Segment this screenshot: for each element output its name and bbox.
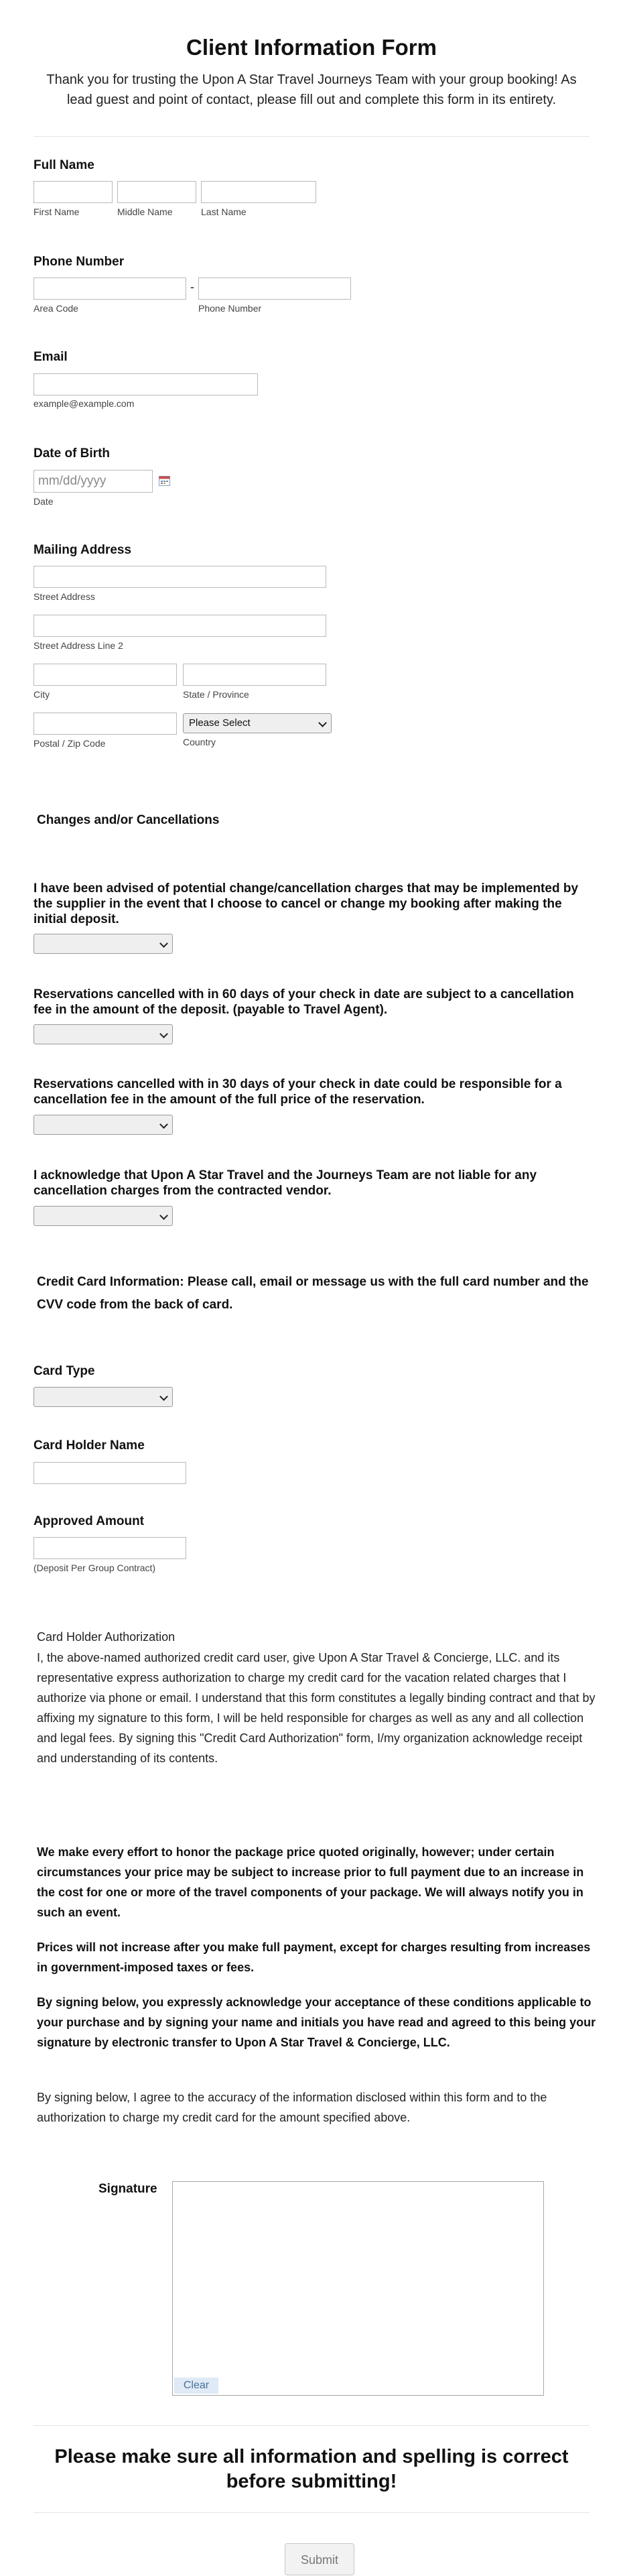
card-holder-name-input[interactable] [33, 1462, 186, 1484]
page-title: Client Information Form [186, 35, 437, 60]
card-type-select[interactable] [33, 1387, 173, 1407]
chevron-down-icon [159, 1030, 168, 1038]
signature-label: Signature [98, 2182, 157, 2196]
credit-card-info-heading: Credit Card Information: Please call, email or message us with the full card number and the CVV code from the back of card. [37, 1275, 589, 1312]
street-address-input[interactable] [33, 566, 326, 588]
question-60-days: Reservations cancelled with in 60 days of your check in date are subject to a cancellation fee in the amount of the deposit. (payable to Travel Agent). [33, 987, 574, 1017]
approved-amount-label: Approved Amount [33, 1514, 145, 1528]
clear-signature-button[interactable]: Clear [174, 2378, 218, 2394]
approved-amount-input[interactable] [33, 1537, 186, 1559]
chevron-down-icon [159, 939, 168, 948]
email-label: Email [33, 350, 68, 364]
change-charges-select[interactable] [33, 934, 173, 954]
area-code-sublabel: Area Code [33, 303, 78, 314]
email-hint: example@example.com [33, 398, 135, 409]
phone-label: Phone Number [33, 255, 125, 269]
card-holder-authorization-body: I, the above-named authorized credit card user, give Upon A Star Travel & Concierge, LLC. and its representative express authorization to charge my credit card for the vacation related charges that I authorize via phone or email. I understand that this form constitutes a legally binding contract and that by affixing my signature to this form, I will be held responsible for charges as well as any and all collection and legal fees. By signing this "Credit Card Authorization" form, I/my organization acknowledge receipt and understanding of its contents. [37, 1651, 596, 1765]
mailing-address-label: Mailing Address [33, 543, 132, 557]
chevron-down-icon [159, 1120, 168, 1129]
30-days-select[interactable] [33, 1115, 173, 1135]
approved-amount-hint: (Deposit Per Group Contract) [33, 1562, 156, 1573]
middle-name-sublabel: Middle Name [117, 206, 173, 217]
street-address-line2-input[interactable] [33, 615, 326, 637]
divider [33, 2425, 590, 2426]
card-holder-name-label: Card Holder Name [33, 1438, 145, 1453]
street-address-line2-sublabel: Street Address Line 2 [33, 640, 123, 651]
signature-pad[interactable] [172, 2181, 544, 2396]
divider [33, 2512, 590, 2513]
phone-number-input[interactable] [198, 278, 351, 300]
country-sublabel: Country [183, 737, 216, 747]
chevron-down-icon [318, 719, 327, 727]
dob-sublabel: Date [33, 496, 54, 507]
page-subtitle: Thank you for trusting the Upon A Star Travel Journeys Team with your group booking! As lead guest and point of contact, please fill out and complete this form in its entirety. [46, 72, 577, 107]
policy-paragraph-1: We make every effort to honor the package price quoted originally, however; under certain circumstances your price may be subject to increase prior to full payment due to an increase in the cost for one or more of the travel components of your package. We will always notify you in such an event. [37, 1845, 584, 1919]
last-name-sublabel: Last Name [201, 206, 247, 217]
first-name-sublabel: First Name [33, 206, 80, 217]
postal-code-sublabel: Postal / Zip Code [33, 738, 106, 749]
divider [33, 136, 590, 137]
chevron-down-icon [159, 1211, 168, 1220]
city-sublabel: City [33, 689, 50, 700]
question-change-charges: I have been advised of potential change/cancellation charges that may be implemented by the supplier in the event that I choose to cancel or change my booking after making the initial deposit. [33, 881, 579, 926]
card-holder-authorization-title: Card Holder Authorization [37, 1630, 176, 1644]
policy-paragraph-2: Prices will not increase after you make full payment, except for charges resulting from increases in government-imposed taxes or fees. [37, 1941, 591, 1974]
state-province-sublabel: State / Province [183, 689, 249, 700]
submit-button[interactable]: Submit [285, 2543, 354, 2575]
dob-input[interactable]: mm/dd/yyyy [33, 470, 153, 493]
full-name-label: Full Name [33, 158, 94, 172]
phone-number-sublabel: Phone Number [198, 303, 262, 314]
chevron-down-icon [159, 1392, 168, 1401]
country-select-value: Please Select [189, 717, 251, 729]
phone-separator: - [190, 280, 194, 294]
city-input[interactable] [33, 664, 177, 686]
calendar-icon[interactable] [159, 475, 170, 486]
60-days-select[interactable] [33, 1024, 173, 1044]
street-address-sublabel: Street Address [33, 591, 95, 602]
liability-select[interactable] [33, 1206, 173, 1226]
first-name-input[interactable] [33, 181, 113, 203]
question-30-days: Reservations cancelled with in 30 days of your check in date could be responsible for a cancellation fee in the amount of the full price of the reservation. [33, 1077, 562, 1107]
area-code-input[interactable] [33, 278, 186, 300]
policy-paragraph-4: By signing below, I agree to the accuracy of the information disclosed within this form and to the authorization to charge my credit card for the amount specified above. [37, 2091, 547, 2124]
card-type-label: Card Type [33, 1364, 95, 1378]
question-liability: I acknowledge that Upon A Star Travel and the Journeys Team are not liable for any cancellation charges from the contracted vendor. [33, 1168, 537, 1198]
state-province-input[interactable] [183, 664, 326, 686]
middle-name-input[interactable] [117, 181, 196, 203]
policy-paragraph-3: By signing below, you expressly acknowledge your acceptance of these conditions applicable to your purchase and by signing your name and initials you have read and agreed to this being your signature by electronic transfer to Upon A Star Travel & Concierge, LLC. [37, 1996, 596, 2049]
changes-heading: Changes and/or Cancellations [37, 813, 220, 827]
final-note: Please make sure all information and spelling is correct before submitting! [54, 2446, 569, 2492]
last-name-input[interactable] [201, 181, 316, 203]
postal-code-input[interactable] [33, 713, 177, 735]
dob-label: Date of Birth [33, 446, 110, 461]
country-select[interactable] [183, 713, 332, 733]
email-input[interactable] [33, 373, 258, 395]
